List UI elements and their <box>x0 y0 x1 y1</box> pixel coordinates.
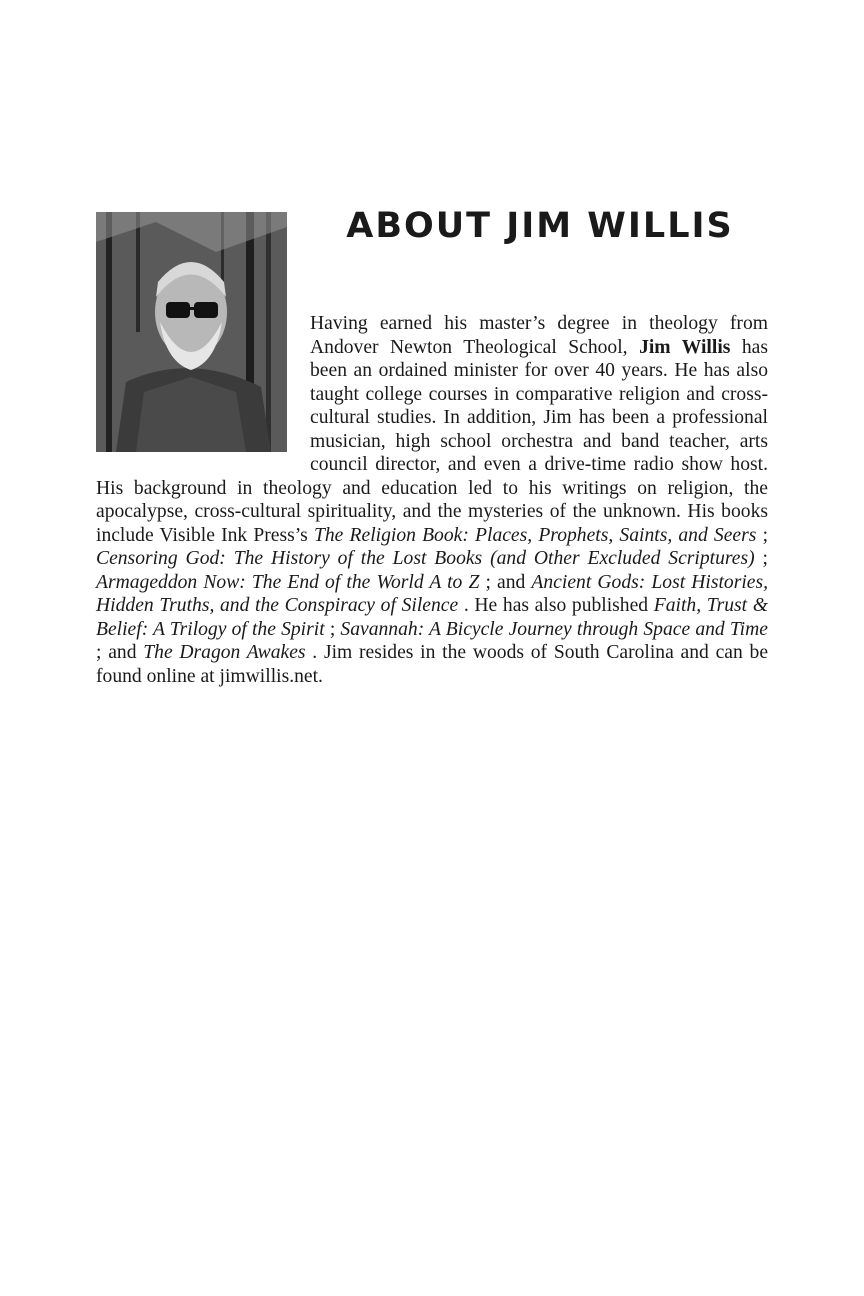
bio-separator: ; and <box>485 571 532 593</box>
bio-separator: ; <box>329 618 341 640</box>
book-title: The Dragon Awakes <box>143 642 306 663</box>
bio-text: . He has also published <box>463 595 654 616</box>
page-title: ABOUT JIM WILLIS <box>346 206 734 246</box>
author-bio <box>96 312 768 688</box>
bio-separator: ; <box>762 548 768 569</box>
book-title: Savannah: A Bicycle Journey through Space and Time <box>340 618 768 640</box>
book-title: Faith, Trust & Belief: A Trilogy of the Spirit <box>96 595 768 640</box>
bio-text: . Jim resides in the woods of South Carolina and can be found online at jimwillis.net. <box>96 642 769 687</box>
book-title: Ancient Gods: Lost Histories, Hidden Truths, and the Conspiracy of Silence <box>96 571 768 616</box>
bio-text: Having earned his master’s degree in theology from Andover Newton Theological School, <box>310 313 768 358</box>
book-title: The Religion Book: Places, Prophets, Saints, and Seers <box>313 524 757 546</box>
book-title: Censoring God: The History of the Lost Books (and Other Excluded Scriptures) <box>96 548 755 569</box>
book-title: Armageddon Now: The End of the World A to Z <box>96 571 480 593</box>
bio-separator: ; and <box>96 642 144 663</box>
author-name: Jim Willis <box>639 336 731 358</box>
photo-text-wrap-spacer <box>96 312 310 462</box>
bio-text: has been an ordained minister for over 40 years. He has also taught college courses in comparative religion and cross-cultural studies. In addition, Jim has been a professional musician, high school orchestra and band teacher, arts council director, and even a drive-time radio show host. His background in theology and education led to his writings on religion, the apocalypse, cross-cultural spirituality, and the mysteries of the unknown. His books include Visible Ink Press’s <box>96 336 768 546</box>
bio-separator: ; <box>762 524 769 546</box>
